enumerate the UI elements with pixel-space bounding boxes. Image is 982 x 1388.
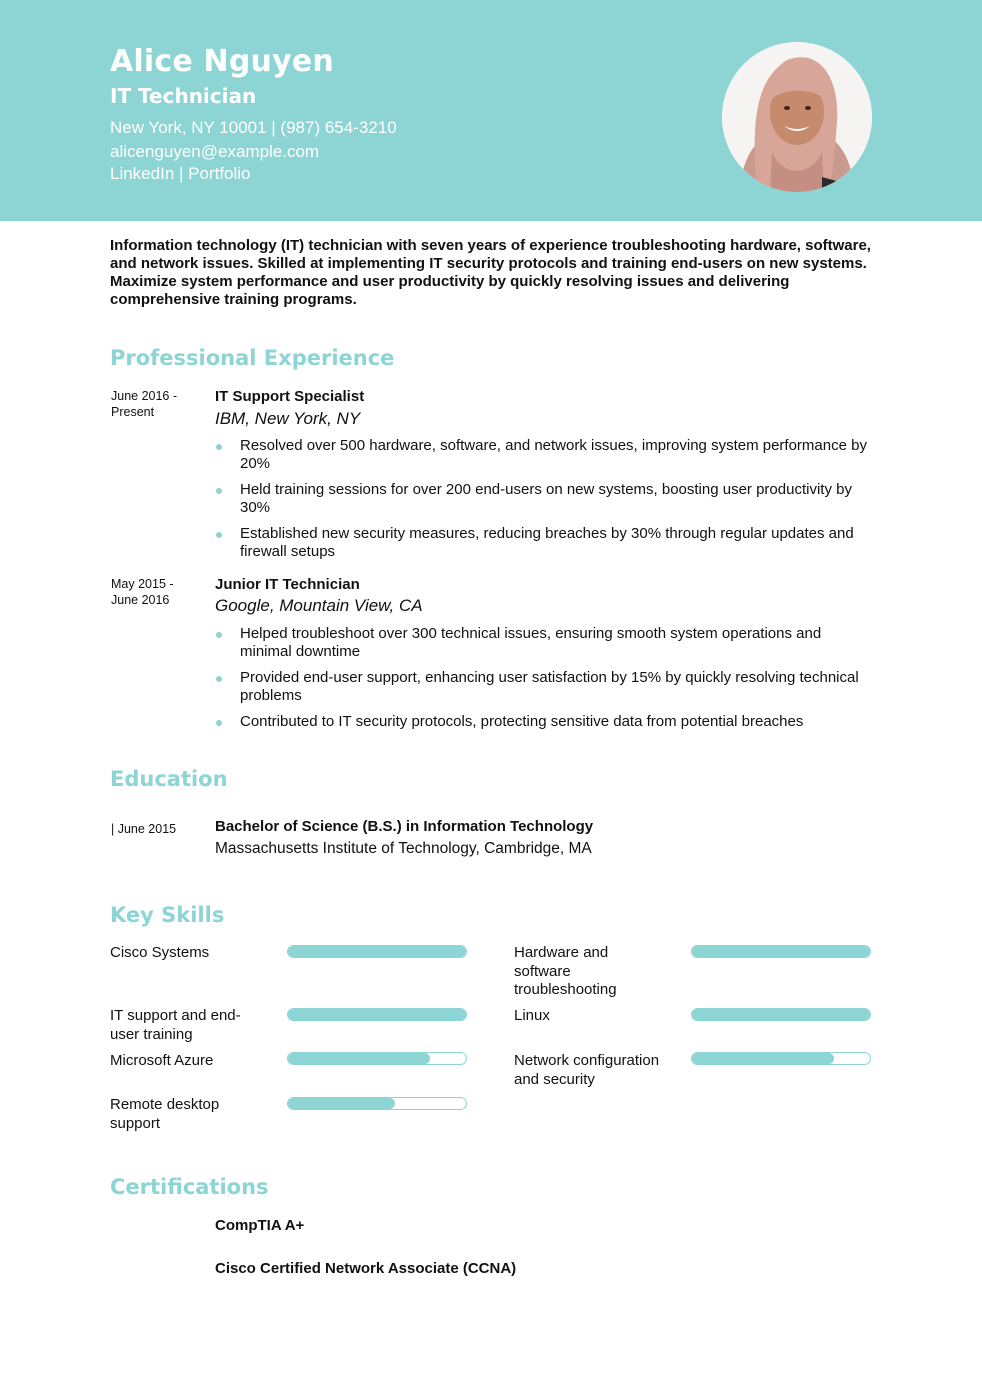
job-date-end: Present: [111, 405, 155, 419]
skill-name: Cisco Systems: [110, 944, 210, 961]
certification-item: Cisco Certified Network Associate (CCNA): [215, 1260, 517, 1277]
skill-level-fill: [288, 1009, 466, 1020]
education-degree: Bachelor of Science (B.S.) in Information Technology: [215, 818, 594, 835]
job-bullets: [215, 625, 875, 739]
bullet-dot-icon: [216, 632, 222, 638]
skill-level-bar: [287, 1008, 467, 1021]
skills-section-title: Key Skills: [110, 903, 225, 927]
job-bullet: Established new security measures, reducing breaches by 30% through regular updates and firewall setups: [215, 525, 875, 561]
certifications-section-title: Certifications: [110, 1175, 269, 1199]
skill-name: Linux: [514, 1007, 550, 1024]
skill-level-fill: [288, 1098, 395, 1109]
professional-summary: Information technology (IT) technician with seven years of experience troubleshooting hardware, software, and network issues. Skilled at implementing IT security protocols and training end-users on new systems. Maximize system performance and user productivity by quickly resolving issues and delivering comprehensive training programs.: [110, 237, 871, 308]
skill-level-bar: [691, 1052, 871, 1065]
skill-level-bar: [691, 945, 871, 958]
education-date: | June 2015: [111, 822, 177, 836]
job-title: IT Support Specialist: [215, 388, 365, 405]
skill-name: Hardware and software troubleshooting: [514, 944, 617, 998]
bullet-dot-icon: [216, 720, 222, 726]
job-bullet: Resolved over 500 hardware, software, and network issues, improving system performance by 20%: [215, 437, 875, 473]
skill-name: Microsoft Azure: [110, 1052, 214, 1069]
skill-level-bar: [287, 945, 467, 958]
bullet-dot-icon: [216, 676, 222, 682]
contact-location-phone: New York, NY 10001 | (987) 654-3210: [110, 118, 397, 137]
job-date-start: May 2015 -: [111, 577, 174, 591]
skill-level-fill: [692, 1053, 834, 1064]
skill-level-fill: [692, 946, 870, 957]
skill-level-bar: [287, 1097, 467, 1110]
education-section-title: Education: [110, 767, 228, 791]
skill-name: Remote desktop support: [110, 1096, 220, 1132]
job-company: Google, Mountain View, CA: [215, 596, 423, 615]
job-date-end: June 2016: [111, 593, 170, 607]
certification-item: CompTIA A+: [215, 1217, 305, 1234]
job-date-start: June 2016 -: [111, 389, 178, 403]
skill-level-fill: [692, 1009, 870, 1020]
skill-level-fill: [288, 1053, 430, 1064]
bullet-dot-icon: [216, 444, 222, 450]
skill-level-bar: [287, 1052, 467, 1065]
job-title: Junior IT Technician: [215, 576, 360, 593]
bullet-dot-icon: [216, 532, 222, 538]
skill-level-bar: [691, 1008, 871, 1021]
skill-level-fill: [288, 946, 466, 957]
job-bullet: Helped troubleshoot over 300 technical issues, ensuring smooth system operations and minimal downtime: [215, 625, 875, 661]
skill-name: IT support and end-user training: [110, 1007, 241, 1043]
bullet-dot-icon: [216, 488, 222, 494]
job-bullet: Held training sessions for over 200 end-users on new systems, boosting user productivity by 30%: [215, 481, 875, 517]
experience-section-title: Professional Experience: [110, 346, 395, 370]
job-date: [111, 388, 201, 420]
candidate-role: IT Technician: [110, 84, 257, 108]
resume-header: [0, 0, 982, 221]
profile-photo: [722, 42, 872, 192]
job-date: [111, 576, 201, 608]
education-school: Massachusetts Institute of Technology, Cambridge, MA: [215, 840, 592, 857]
job-bullets: [215, 437, 875, 569]
skill-name: Network configuration and security: [514, 1052, 660, 1088]
contact-email[interactable]: alicenguyen@example.com: [110, 142, 320, 161]
job-bullet: Provided end-user support, enhancing user satisfaction by 15% by quickly resolving technical problems: [215, 669, 875, 705]
job-company: IBM, New York, NY: [215, 409, 361, 428]
candidate-name: Alice Nguyen: [110, 44, 334, 79]
contact-links[interactable]: LinkedIn | Portfolio: [110, 164, 251, 183]
job-bullet: Contributed to IT security protocols, protecting sensitive data from potential breaches: [215, 713, 875, 731]
